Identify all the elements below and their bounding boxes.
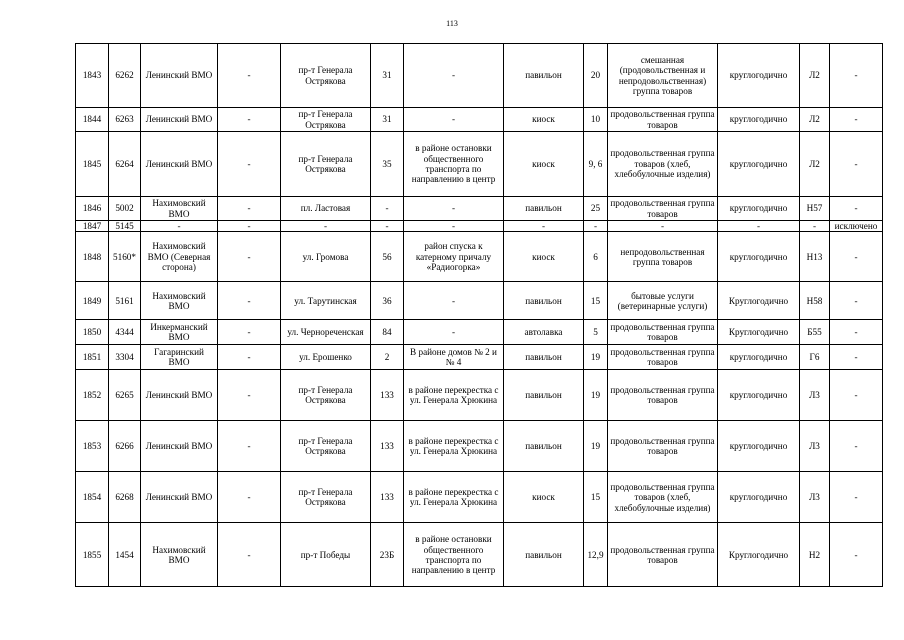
- note-cell: -: [830, 282, 883, 320]
- street-cell: пр-т Победы: [281, 523, 371, 587]
- note-cell: -: [830, 132, 883, 197]
- goods-group-cell: продовольственная группа товаров: [608, 108, 718, 132]
- legal-entity-cell: -: [218, 44, 281, 108]
- house-number-cell: 36: [371, 282, 404, 320]
- object-type-cell: павильон: [504, 421, 584, 472]
- note-cell: -: [830, 370, 883, 421]
- area-cell: 15: [584, 472, 608, 523]
- object-type-cell: павильон: [504, 44, 584, 108]
- goods-group-cell: продовольственная группа товаров: [608, 523, 718, 587]
- scheme-code-cell: Н58: [800, 282, 830, 320]
- district-cell: Нахимовский ВМО: [141, 282, 218, 320]
- object-type-cell: павильон: [504, 345, 584, 370]
- object-number-cell: 6268: [109, 472, 141, 523]
- legal-entity-cell: -: [218, 197, 281, 221]
- operating-period-cell: Круглогодично: [718, 282, 800, 320]
- operating-period-cell: круглогодично: [718, 421, 800, 472]
- location-note-cell: район спуска к катерному причалу «Радиогорка»: [404, 232, 504, 282]
- district-cell: Гагаринский ВМО: [141, 345, 218, 370]
- area-cell: 19: [584, 345, 608, 370]
- operating-period-cell: круглогодично: [718, 345, 800, 370]
- row-number-cell: 1852: [76, 370, 109, 421]
- object-number-cell: 6263: [109, 108, 141, 132]
- street-cell: пр-т Генерала Острякова: [281, 132, 371, 197]
- scheme-code-cell: Н57: [800, 197, 830, 221]
- row-number-cell: 1848: [76, 232, 109, 282]
- row-number-cell: 1847: [76, 221, 109, 232]
- table-row: [76, 370, 883, 421]
- scheme-code-cell: Л2: [800, 132, 830, 197]
- object-type-cell: киоск: [504, 132, 584, 197]
- legal-entity-cell: -: [218, 232, 281, 282]
- house-number-cell: 133: [371, 421, 404, 472]
- street-cell: ул. Ерошенко: [281, 345, 371, 370]
- house-number-cell: 133: [371, 472, 404, 523]
- goods-group-cell: продовольственная группа товаров: [608, 370, 718, 421]
- district-cell: Нахимовский ВМО (Северная сторона): [141, 232, 218, 282]
- scheme-code-cell: Н2: [800, 523, 830, 587]
- area-cell: 19: [584, 370, 608, 421]
- table-row: [76, 44, 883, 108]
- location-note-cell: в районе остановки общественного транспорта по направлению в центр: [404, 132, 504, 197]
- row-number-cell: 1843: [76, 44, 109, 108]
- district-cell: Ленинский ВМО: [141, 108, 218, 132]
- object-number-cell: 1454: [109, 523, 141, 587]
- operating-period-cell: -: [718, 221, 800, 232]
- street-cell: пр-т Генерала Острякова: [281, 44, 371, 108]
- area-cell: 9, 6: [584, 132, 608, 197]
- district-cell: Ленинский ВМО: [141, 472, 218, 523]
- note-cell: -: [830, 197, 883, 221]
- house-number-cell: 35: [371, 132, 404, 197]
- area-cell: 20: [584, 44, 608, 108]
- house-number-cell: 31: [371, 44, 404, 108]
- object-type-cell: автолавка: [504, 320, 584, 345]
- note-cell: -: [830, 472, 883, 523]
- goods-group-cell: смешанная (продовольственная и непродовольственная) группа товаров: [608, 44, 718, 108]
- table-row: [76, 282, 883, 320]
- table-row: [76, 421, 883, 472]
- scheme-code-cell: Н13: [800, 232, 830, 282]
- district-cell: Нахимовский ВМО: [141, 197, 218, 221]
- scheme-code-cell: Л2: [800, 44, 830, 108]
- house-number-cell: 133: [371, 370, 404, 421]
- area-cell: 15: [584, 282, 608, 320]
- object-type-cell: павильон: [504, 197, 584, 221]
- row-number-cell: 1849: [76, 282, 109, 320]
- object-type-cell: павильон: [504, 282, 584, 320]
- area-cell: 25: [584, 197, 608, 221]
- object-type-cell: -: [504, 221, 584, 232]
- location-note-cell: -: [404, 108, 504, 132]
- goods-group-cell: бытовые услуги (ветеринарные услуги): [608, 282, 718, 320]
- row-number-cell: 1854: [76, 472, 109, 523]
- table-row: [76, 197, 883, 221]
- page-number: 113: [446, 19, 458, 28]
- operating-period-cell: круглогодично: [718, 108, 800, 132]
- street-cell: пл. Ластовая: [281, 197, 371, 221]
- location-note-cell: в районе перекрестка с ул. Генерала Хрюкина: [404, 370, 504, 421]
- object-type-cell: киоск: [504, 108, 584, 132]
- district-cell: -: [141, 221, 218, 232]
- note-cell: -: [830, 523, 883, 587]
- house-number-cell: 2: [371, 345, 404, 370]
- object-number-cell: 3304: [109, 345, 141, 370]
- goods-group-cell: продовольственная группа товаров: [608, 345, 718, 370]
- note-cell: -: [830, 320, 883, 345]
- table-row: [76, 108, 883, 132]
- row-number-cell: 1845: [76, 132, 109, 197]
- table-row: [76, 320, 883, 345]
- table-row: [76, 472, 883, 523]
- legal-entity-cell: -: [218, 320, 281, 345]
- object-number-cell: 5002: [109, 197, 141, 221]
- scheme-code-cell: Л3: [800, 370, 830, 421]
- note-cell: -: [830, 44, 883, 108]
- house-number-cell: -: [371, 221, 404, 232]
- house-number-cell: 56: [371, 232, 404, 282]
- object-number-cell: 6264: [109, 132, 141, 197]
- table-row: [76, 345, 883, 370]
- object-number-cell: 6265: [109, 370, 141, 421]
- location-note-cell: в районе остановки общественного транспорта по направлению в центр: [404, 523, 504, 587]
- operating-period-cell: круглогодично: [718, 44, 800, 108]
- house-number-cell: 84: [371, 320, 404, 345]
- scheme-code-cell: Л3: [800, 472, 830, 523]
- note-cell: -: [830, 345, 883, 370]
- legal-entity-cell: -: [218, 472, 281, 523]
- scheme-code-cell: -: [800, 221, 830, 232]
- area-cell: 12,9: [584, 523, 608, 587]
- district-cell: Инкерманский ВМО: [141, 320, 218, 345]
- operating-period-cell: Круглогодично: [718, 320, 800, 345]
- district-cell: Ленинский ВМО: [141, 421, 218, 472]
- object-number-cell: 5161: [109, 282, 141, 320]
- goods-group-cell: продовольственная группа товаров: [608, 421, 718, 472]
- legal-entity-cell: -: [218, 370, 281, 421]
- scheme-code-cell: Л2: [800, 108, 830, 132]
- goods-group-cell: -: [608, 221, 718, 232]
- row-number-cell: 1855: [76, 523, 109, 587]
- street-cell: ул. Тарутинская: [281, 282, 371, 320]
- trade-objects-table: [75, 43, 883, 587]
- location-note-cell: -: [404, 320, 504, 345]
- district-cell: Ленинский ВМО: [141, 370, 218, 421]
- row-number-cell: 1851: [76, 345, 109, 370]
- table-row: [76, 132, 883, 197]
- location-note-cell: В районе домов № 2 и № 4: [404, 345, 504, 370]
- legal-entity-cell: -: [218, 345, 281, 370]
- location-note-cell: -: [404, 221, 504, 232]
- table-row: [76, 221, 883, 232]
- legal-entity-cell: -: [218, 421, 281, 472]
- legal-entity-cell: -: [218, 108, 281, 132]
- note-cell: -: [830, 108, 883, 132]
- goods-group-cell: продовольственная группа товаров (хлеб, хлебобулочные изделия): [608, 472, 718, 523]
- scheme-code-cell: Г6: [800, 345, 830, 370]
- area-cell: 19: [584, 421, 608, 472]
- area-cell: 10: [584, 108, 608, 132]
- row-number-cell: 1846: [76, 197, 109, 221]
- scheme-code-cell: Л3: [800, 421, 830, 472]
- area-cell: -: [584, 221, 608, 232]
- location-note-cell: -: [404, 44, 504, 108]
- house-number-cell: 23Б: [371, 523, 404, 587]
- location-note-cell: -: [404, 197, 504, 221]
- street-cell: -: [281, 221, 371, 232]
- location-note-cell: в районе перекрестка с ул. Генерала Хрюкина: [404, 421, 504, 472]
- note-cell: -: [830, 421, 883, 472]
- goods-group-cell: продовольственная группа товаров: [608, 197, 718, 221]
- row-number-cell: 1853: [76, 421, 109, 472]
- object-type-cell: киоск: [504, 472, 584, 523]
- note-cell: исключено: [830, 221, 883, 232]
- legal-entity-cell: -: [218, 132, 281, 197]
- operating-period-cell: круглогодично: [718, 132, 800, 197]
- object-number-cell: 4344: [109, 320, 141, 345]
- goods-group-cell: непродовольственная группа товаров: [608, 232, 718, 282]
- goods-group-cell: продовольственная группа товаров (хлеб, хлебобулочные изделия): [608, 132, 718, 197]
- area-cell: 5: [584, 320, 608, 345]
- operating-period-cell: Круглогодично: [718, 523, 800, 587]
- goods-group-cell: продовольственная группа товаров: [608, 320, 718, 345]
- operating-period-cell: круглогодично: [718, 197, 800, 221]
- street-cell: пр-т Генерала Острякова: [281, 108, 371, 132]
- object-number-cell: 6262: [109, 44, 141, 108]
- scheme-code-cell: Б55: [800, 320, 830, 345]
- note-cell: -: [830, 232, 883, 282]
- table-row: [76, 232, 883, 282]
- legal-entity-cell: -: [218, 523, 281, 587]
- house-number-cell: -: [371, 197, 404, 221]
- street-cell: пр-т Генерала Острякова: [281, 370, 371, 421]
- operating-period-cell: круглогодично: [718, 472, 800, 523]
- district-cell: Ленинский ВМО: [141, 44, 218, 108]
- table-row: [76, 523, 883, 587]
- row-number-cell: 1850: [76, 320, 109, 345]
- house-number-cell: 31: [371, 108, 404, 132]
- street-cell: ул. Громова: [281, 232, 371, 282]
- object-type-cell: киоск: [504, 232, 584, 282]
- legal-entity-cell: -: [218, 282, 281, 320]
- object-number-cell: 5160*: [109, 232, 141, 282]
- object-type-cell: павильон: [504, 523, 584, 587]
- object-number-cell: 6266: [109, 421, 141, 472]
- street-cell: пр-т Генерала Острякова: [281, 421, 371, 472]
- location-note-cell: -: [404, 282, 504, 320]
- operating-period-cell: круглогодично: [718, 370, 800, 421]
- street-cell: ул. Чернореченская: [281, 320, 371, 345]
- object-number-cell: 5145: [109, 221, 141, 232]
- object-type-cell: павильон: [504, 370, 584, 421]
- row-number-cell: 1844: [76, 108, 109, 132]
- district-cell: Нахимовский ВМО: [141, 523, 218, 587]
- location-note-cell: в районе перекрестка с ул. Генерала Хрюкина: [404, 472, 504, 523]
- operating-period-cell: круглогодично: [718, 232, 800, 282]
- district-cell: Ленинский ВМО: [141, 132, 218, 197]
- legal-entity-cell: -: [218, 221, 281, 232]
- area-cell: 6: [584, 232, 608, 282]
- street-cell: пр-т Генерала Острякова: [281, 472, 371, 523]
